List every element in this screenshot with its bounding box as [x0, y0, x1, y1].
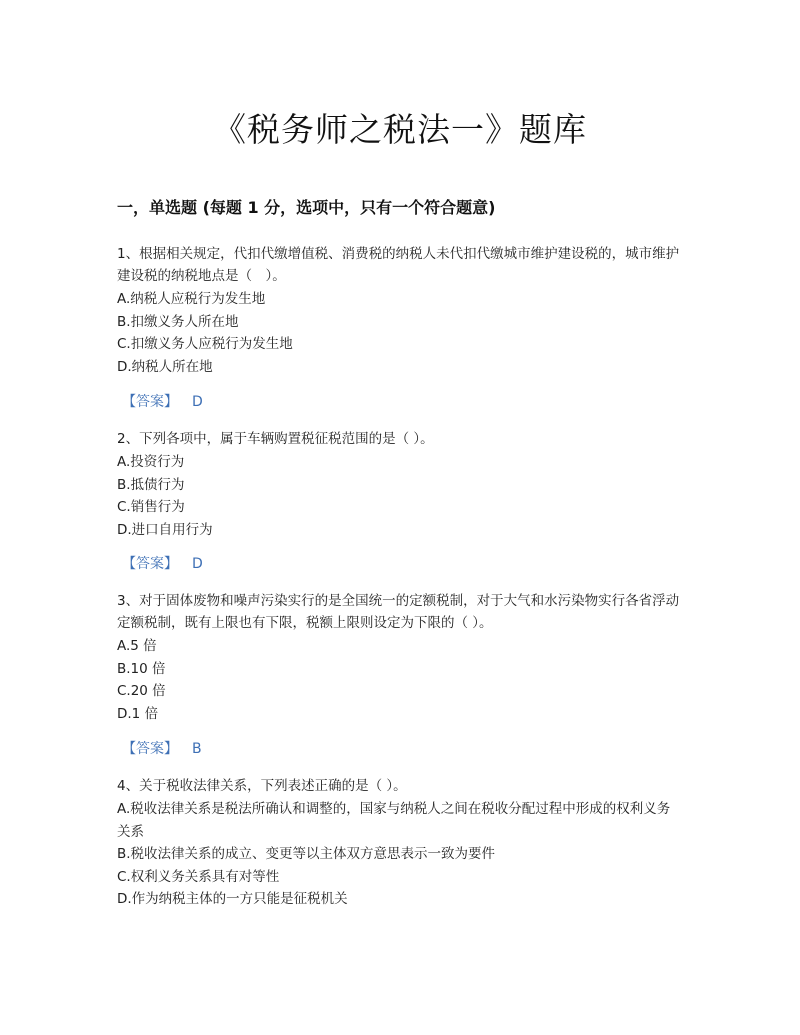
option-a: A.纳税人应税行为发生地 [117, 291, 266, 307]
answer-2 [122, 553, 203, 575]
answer-value: B [192, 741, 202, 757]
option-a: A.税收法律关系是税法所确认和调整的，国家与纳税人之间在税收分配过程中形成的权利义务关系 [117, 801, 671, 840]
question-1 [117, 243, 683, 378]
answer-label: 【答案】 [122, 556, 178, 572]
option-d: D.纳税人所在地 [117, 358, 213, 375]
option-a: A.5 倍 [117, 638, 157, 654]
question-2 [117, 428, 683, 541]
option-d: D.进口自用行为 [117, 521, 213, 538]
option-c: C.权利义务关系具有对等性 [117, 868, 280, 885]
question-stem: 1、根据相关规定，代扣代缴增值税、消费税的纳税人未代扣代缴城市维护建设税的，城市维护建设税的纳税地点是（ ）。 [117, 246, 680, 284]
option-c: C.20 倍 [117, 683, 166, 699]
option-b: B.10 倍 [117, 660, 166, 677]
option-d: D.作为纳税主体的一方只能是征税机关 [117, 891, 348, 907]
option-b: B.税收法律关系的成立、变更等以主体双方意思表示一致为要件 [117, 846, 496, 862]
answer-1 [122, 391, 203, 413]
answer-value: D [192, 556, 203, 572]
answer-value: D [192, 394, 203, 410]
question-stem: 2、下列各项中，属于车辆购置税征税范围的是（ ）。 [117, 431, 434, 447]
answer-3 [122, 738, 202, 760]
question-4 [117, 775, 683, 911]
answer-label: 【答案】 [122, 394, 178, 410]
question-stem: 4、关于税收法律关系，下列表述正确的是（ ）。 [117, 778, 407, 794]
document-title: 《税务师之税法一》题库 [213, 110, 587, 149]
question-stem: 3、对于固体废物和噪声污染实行的是全国统一的定额税制，对于大气和水污染物实行各省浮动定额税制，既有上限也有下限，税额上限则设定为下限的（ ）。 [117, 593, 680, 631]
question-3 [117, 590, 683, 725]
option-c: C.扣缴义务人应税行为发生地 [117, 336, 293, 352]
answer-label: 【答案】 [122, 741, 178, 757]
section-heading: 一，单选题 (每题 1 分，选项中，只有一个符合题意) [117, 198, 496, 217]
option-a: A.投资行为 [117, 454, 185, 470]
option-b: B.扣缴义务人所在地 [117, 313, 239, 330]
option-c: C.销售行为 [117, 499, 185, 515]
option-d: D.1 倍 [117, 705, 159, 722]
option-b: B.抵债行为 [117, 476, 185, 493]
